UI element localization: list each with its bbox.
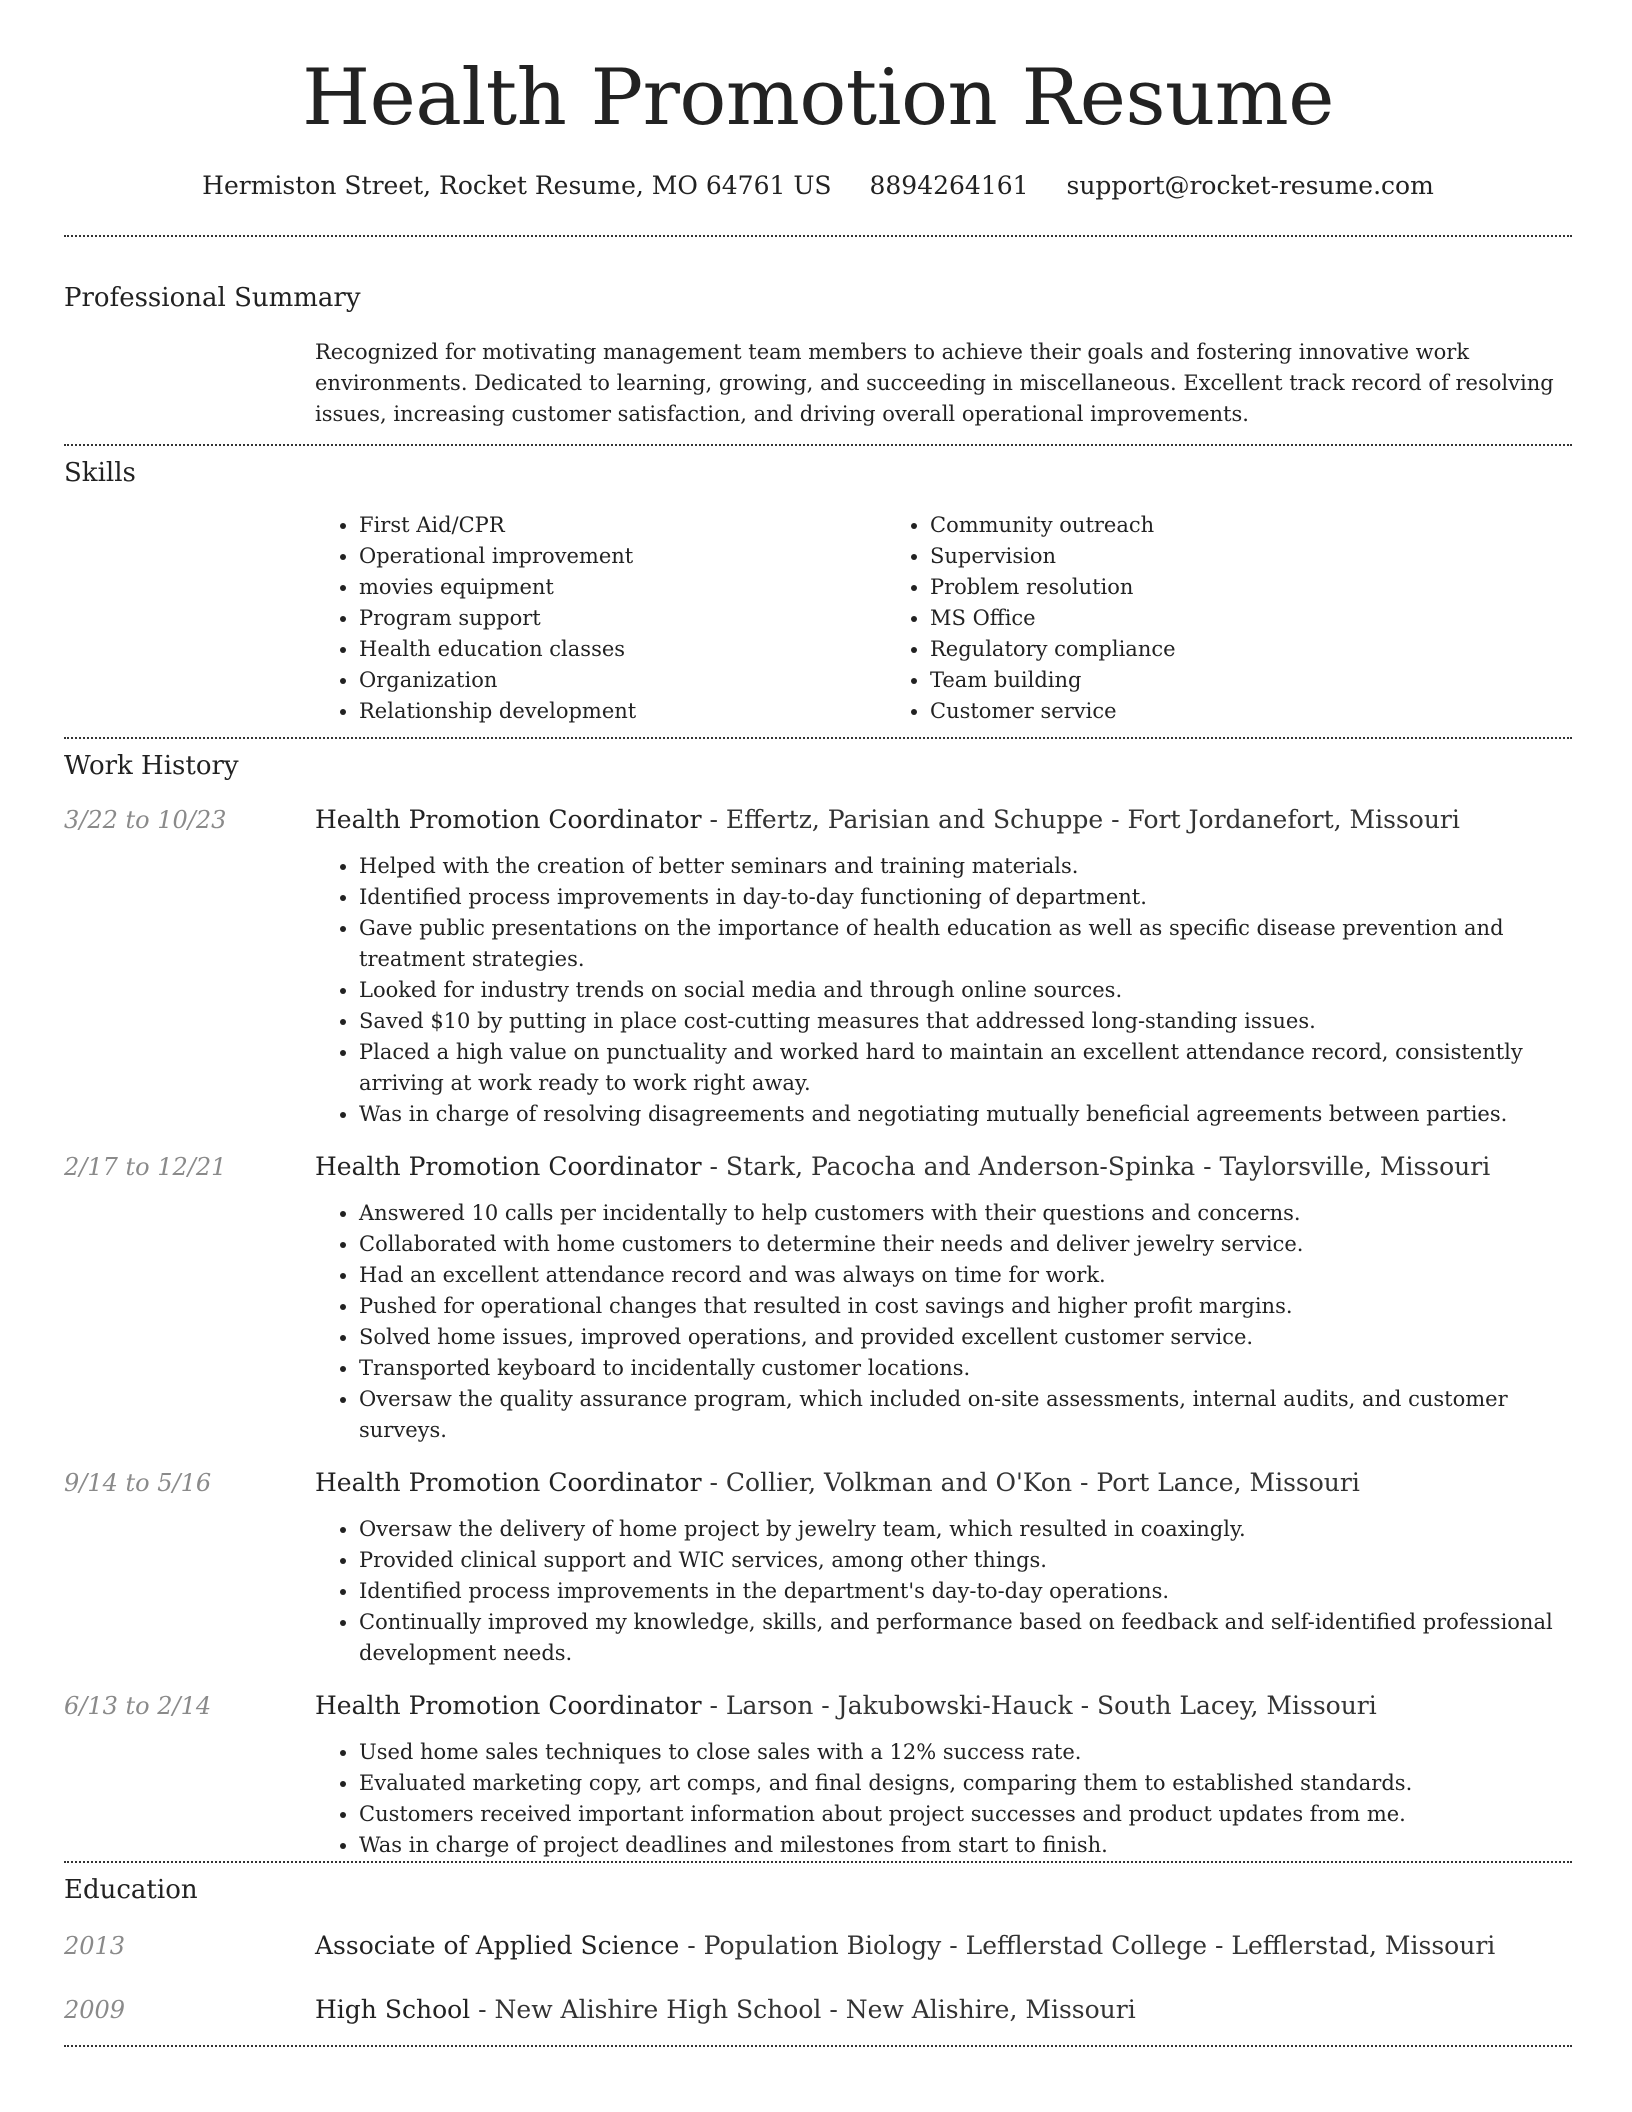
divider [64, 2045, 1572, 2047]
section-heading-summary: Professional Summary [64, 283, 361, 313]
job-bullet: • Had an excellent attendance record and was always on time for work. [359, 1260, 1572, 1291]
job-bullet: • Identified process improvements in day-to-day functioning of department. [359, 882, 1572, 913]
job-entry [64, 1150, 1572, 1446]
skill-item: • Relationship development [359, 696, 886, 727]
job-bullet: • Pushed for operational changes that resulted in cost savings and higher profit margins. [359, 1291, 1572, 1322]
education-list [64, 1929, 1572, 2027]
job-bullet-list [315, 1514, 1572, 1669]
summary-text: Recognized for motivating management team members to achieve their goals and fostering innovative work environments. Dedicated to learning, growing, and succeeding in miscellaneous. Excellent track record of resolving issues, increasing customer satisfaction, and driving overall operational improvements. [315, 340, 1554, 426]
skill-item: • Team building [930, 665, 1457, 696]
skills-section [64, 456, 1572, 737]
job-employer-location: - Collier, Volkman and O'Kon - Port Lance, Missouri [701, 1468, 1360, 1497]
job-bullet: • Placed a high value on punctuality and worked hard to maintain an excellent attendance record, consistently arriving at work ready to work right away. [359, 1037, 1572, 1099]
job-dates: 2/17 to 12/21 [64, 1153, 227, 1181]
job-entry [64, 1689, 1572, 1861]
job-heading [315, 1150, 1572, 1184]
skill-item: • MS Office [930, 603, 1457, 634]
education-heading [315, 1993, 1136, 2027]
job-bullet: • Looked for industry trends on social media and through online sources. [359, 975, 1572, 1006]
job-bullet: • Was in charge of project deadlines and milestones from start to finish. [359, 1830, 1572, 1861]
skill-item: • Program support [359, 603, 886, 634]
job-bullet-list [315, 851, 1572, 1130]
job-bullet: • Oversaw the quality assurance program, which included on-site assessments, internal audits, and customer surveys. [359, 1384, 1572, 1446]
job-bullet: • Saved $10 by putting in place cost-cutting measures that addressed long-standing issues. [359, 1006, 1572, 1037]
job-employer-location: - Effertz, Parisian and Schuppe - Fort Jordanefort, Missouri [701, 805, 1460, 834]
job-heading [315, 1689, 1572, 1723]
job-heading [315, 803, 1572, 837]
job-title: Health Promotion Coordinator [315, 1152, 702, 1181]
job-title: Health Promotion Coordinator [315, 1691, 702, 1720]
job-employer-location: - Larson - Jakubowski-Hauck - South Lacey, Missouri [701, 1691, 1377, 1720]
contact-email: support@rocket-resume.com [1066, 171, 1434, 200]
skill-item: • movies equipment [359, 572, 886, 603]
job-dates: 6/13 to 2/14 [64, 1692, 212, 1720]
job-bullet: • Collaborated with home customers to determine their needs and deliver jewelry service. [359, 1229, 1572, 1260]
contact-address: Hermiston Street, Rocket Resume, MO 64761 US [202, 171, 832, 200]
education-degree: Associate of Applied Science [315, 1931, 680, 1960]
contact-line [64, 170, 1572, 202]
education-school: - New Alishire High School - New Alishire, Missouri [470, 1995, 1136, 2024]
job-bullet: • Evaluated marketing copy, art comps, and final designs, comparing them to established standards. [359, 1768, 1572, 1799]
skill-item: • Community outreach [930, 510, 1457, 541]
job-bullet: • Transported keyboard to incidentally customer locations. [359, 1353, 1572, 1384]
job-bullet-list [315, 1737, 1572, 1861]
education-school: - Population Biology - Lefflerstad College - Lefflerstad, Missouri [679, 1931, 1496, 1960]
education-year: 2009 [64, 1996, 126, 2024]
job-bullet: • Oversaw the delivery of home project by jewelry team, which resulted in coaxingly. [359, 1514, 1572, 1545]
skills-list-left [315, 510, 886, 727]
education-degree: High School [315, 1995, 471, 2024]
divider [64, 235, 1572, 237]
contact-phone: 8894264161 [869, 171, 1029, 200]
job-body [315, 1150, 1572, 1446]
job-body [315, 803, 1572, 1130]
section-heading-education: Education [64, 1875, 198, 1905]
job-bullet: • Helped with the creation of better seminars and training materials. [359, 851, 1572, 882]
skills-columns [315, 510, 1572, 737]
job-entry [64, 803, 1572, 1130]
education-entry [64, 1929, 1572, 1963]
skill-item: • Health education classes [359, 634, 886, 665]
skill-item: • Regulatory compliance [930, 634, 1457, 665]
job-bullet: • Used home sales techniques to close sales with a 12% success rate. [359, 1737, 1572, 1768]
education-entry [64, 1993, 1572, 2027]
skills-list-right [886, 510, 1457, 727]
education-heading [315, 1929, 1495, 1963]
job-dates: 3/22 to 10/23 [64, 806, 227, 834]
section-heading-work: Work History [64, 751, 239, 781]
job-bullet: • Answered 10 calls per incidentally to help customers with their questions and concerns. [359, 1198, 1572, 1229]
education-section [64, 1873, 1572, 2027]
job-employer-location: - Stark, Pacocha and Anderson-Spinka - Taylorsville, Missouri [701, 1152, 1491, 1181]
job-bullet: • Provided clinical support and WIC services, among other things. [359, 1545, 1572, 1576]
divider [64, 1861, 1572, 1863]
skill-item: • Organization [359, 665, 886, 696]
education-year: 2013 [64, 1932, 126, 1960]
professional-summary-section [64, 281, 1572, 444]
job-body [315, 1466, 1572, 1669]
resume-title: Health Promotion Resume [302, 53, 1334, 143]
job-bullet: • Identified process improvements in the department's day-to-day operations. [359, 1576, 1572, 1607]
job-bullet-list [315, 1198, 1572, 1446]
job-dates: 9/14 to 5/16 [64, 1469, 212, 1497]
skill-item: • First Aid/CPR [359, 510, 886, 541]
job-title: Health Promotion Coordinator [315, 1468, 702, 1497]
job-bullet: • Customers received important information about project successes and product updates from me. [359, 1799, 1572, 1830]
section-heading-skills: Skills [64, 458, 136, 488]
job-entry [64, 1466, 1572, 1669]
job-bullet: • Solved home issues, improved operations, and provided excellent customer service. [359, 1322, 1572, 1353]
skill-item: • Operational improvement [359, 541, 886, 572]
work-history-section [64, 749, 1572, 1861]
job-bullet: • Gave public presentations on the importance of health education as well as specific disease prevention and treatment strategies. [359, 913, 1572, 975]
job-body [315, 1689, 1572, 1861]
job-bullet: • Was in charge of resolving disagreements and negotiating mutually beneficial agreements between parties. [359, 1099, 1572, 1130]
skill-item: • Problem resolution [930, 572, 1457, 603]
job-bullet: • Continually improved my knowledge, skills, and performance based on feedback and self-identified professional development needs. [359, 1607, 1572, 1669]
job-list [64, 803, 1572, 1861]
job-title: Health Promotion Coordinator [315, 805, 702, 834]
divider [64, 444, 1572, 446]
skill-item: • Customer service [930, 696, 1457, 727]
job-heading [315, 1466, 1572, 1500]
skill-item: • Supervision [930, 541, 1457, 572]
divider [64, 737, 1572, 739]
resume-page [64, 0, 1572, 2047]
